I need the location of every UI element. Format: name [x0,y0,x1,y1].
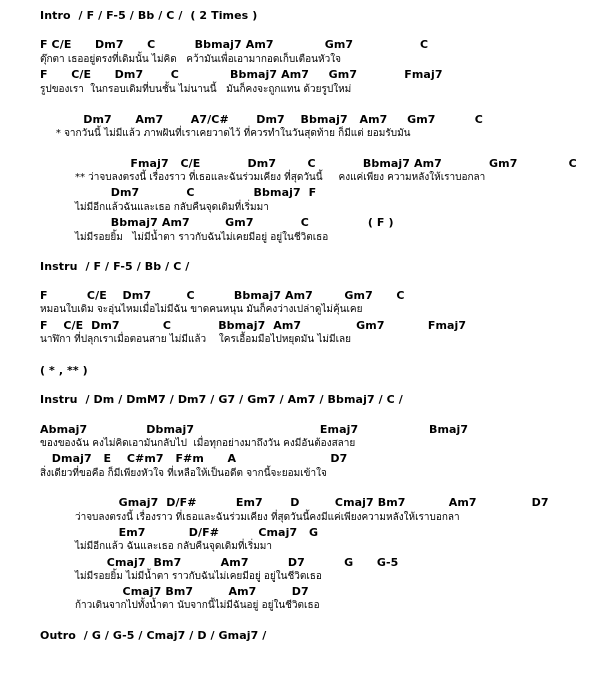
chord-line: Abmaj7 Dbmaj7 Emaj7 Bmaj7 [40,423,469,436]
chord-line: Cmaj7 Bm7 Am7 D7 G G-5 [40,556,399,569]
chord-line: F C/E Dm7 C Bbmaj7 Am7 Gm7 C [40,38,429,51]
chord-line: F C/E Dm7 C Bbmaj7 Am7 Gm7 Fmaj7 [40,319,467,332]
instrumental-line: Instru / Dm / DmM7 / Dm7 / G7 / Gm7 / Am7 / Bbmaj7 / C / [40,393,403,406]
chord-line: Dm7 C Bbmaj7 F [40,186,317,199]
intro-line: Intro / F / F-5 / Bb / C / ( 2 Times ) [40,9,258,22]
lyric-line: ** ว่าจบลงตรงนี้ เรื่องราว ที่เธอและฉันร่วมเคียง ที่สุดวันนี้ คงแค่เพียง ความหลังให้เราบอกลา [40,172,486,183]
chord-line: Dm7 Am7 A7/C# Dm7 Bbmaj7 Am7 Gm7 C [40,113,483,126]
lyric-line: ว่าจบลงตรงนี้ เรื่องราว ที่เธอและฉันร่วมเคียง ที่สุดวันนี้คงมีแค่เพียงความหลังให้เราบอกลา [40,512,460,523]
chord-line: Bbmaj7 Am7 Gm7 C ( F ) [40,216,394,229]
lyric-line: รูปของเรา ในกรอบเดิมที่บนชั้น ไม่นานนี้ มันก็คงจะถูกแทน ด้วยรูปใหม่ [40,84,352,95]
repeat-marker: ( * , ** ) [40,364,88,377]
lyric-line: ก้าวเดินจากไปทั้งน้ำตา นับจากนี้ไม่มีฉันอยู่ อยู่ในชีวิตเธอ [40,600,320,611]
lyric-line: ไม่มีอีกแล้ว ฉันและเธอ กลับคืนจุดเดิมที่เริ่มมา [40,541,272,552]
instrumental-line: Instru / F / F-5 / Bb / C / [40,260,190,273]
outro-line: Outro / G / G-5 / Cmaj7 / D / Gmaj7 / [40,629,267,642]
lyric-line: สิ่งเดียวที่ขอคือ ก็มีเพียงหัวใจ ที่เหลือให้เป็นอดีต จากนี้จะยอมเข้าใจ [40,468,327,479]
chord-line: F C/E Dm7 C Bbmaj7 Am7 Gm7 C [40,289,405,302]
lyric-line: ตุ๊กตา เธออยู่ตรงที่เดิมนั้น ไม่คิด คว้ามันเพื่อเอามากอดเก็บเตือนหัวใจ [40,54,341,65]
chord-line: F C/E Dm7 C Bbmaj7 Am7 Gm7 Fmaj7 [40,68,443,81]
lyric-line: ของของฉัน คงไม่คิดเอามันกลับไป เมื่อทุกอย่างมาถึงวัน คงมีอันต้องสลาย [40,438,356,449]
chord-line: Dmaj7 E C#m7 F#m A D7 [40,452,348,465]
chord-line: Fmaj7 C/E Dm7 C Bbmaj7 Am7 Gm7 C [40,157,577,170]
chord-line: Em7 D/F# Cmaj7 G [40,526,319,539]
lyric-line: ไม่มีรอยยิ้ม ไม่มีน้ำตา ราวกับฉันไม่เคยมีอยู่ อยู่ในชีวิตเธอ [40,232,329,243]
lyric-line: ไม่มีอีกแล้วฉันและเธอ กลับคืนจุดเดิมที่เริ่มมา [40,202,269,213]
chord-line: Cmaj7 Bm7 Am7 D7 [40,585,309,598]
lyric-line: * จากวันนี้ ไม่มีแล้ว ภาพฝันที่เราเคยวาดไว้ ที่ควรทำในวันสุดท้าย ก็มีแต่ ยอมรับมัน [40,128,411,139]
chord-line: Gmaj7 D/F# Em7 D Cmaj7 Bm7 Am7 D7 [40,496,549,509]
lyric-line: หมอนใบเดิม จะอุ่นไหมเมื่อไม่มีฉัน ขาดคนหนุน มันก็คงว่างเปล่าดูไม่คุ้นเคย [40,304,363,315]
lyric-line: นาฬิกา ที่ปลุกเราเมื่อตอนสาย ไม่มีแล้ว ใครเอื้อมมือไปหยุดมัน ไม่มีเลย [40,334,351,345]
lyric-line: ไม่มีรอยยิ้ม ไม่มีน้ำตา ราวกับฉันไม่เคยมีอยู่ อยู่ในชีวิตเธอ [40,571,322,582]
